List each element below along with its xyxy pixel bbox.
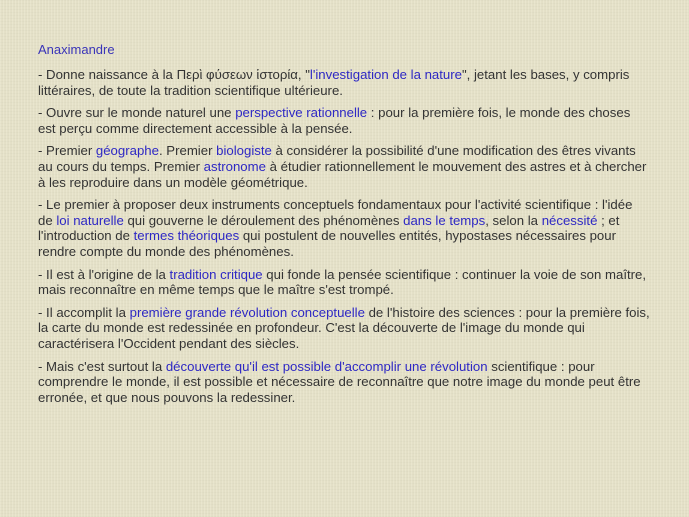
paragraph-text: qui postulent de nouvelles entités, hypostases nécessaires pour rendre compte du monde des phénomènes. [38, 228, 616, 259]
highlighted-term: loi naturelle [56, 212, 124, 228]
paragraph-text: - Donne naissance à la [38, 67, 177, 82]
paragraph-text: - Mais c'est surtout la [38, 358, 166, 374]
paragraph-text: qui gouverne le déroulement des phénomènes [123, 212, 404, 228]
highlighted-term: perspective rationnelle [235, 105, 368, 121]
paragraph-text: à considérer la possibilité d'une modification des êtres vivants au cours du temps. Premier [38, 143, 636, 174]
paragraph-text: qui fonde la pensée scientifique : continuer la voie de son maître, mais reconnaître en même temps que le maître s'est trompé. [38, 266, 647, 298]
paragraph-list [38, 67, 650, 405]
paragraph [38, 305, 650, 352]
paragraph-text: ", jetant les bases, y compris littéraires, de toute la tradition scientifique ultérieure. [38, 67, 630, 98]
paragraph-text: , selon la [485, 212, 542, 228]
highlighted-term: géographe [95, 143, 159, 159]
highlighted-term: termes théoriques [133, 228, 240, 244]
paragraph [38, 359, 650, 406]
highlighted-term: nécessité [541, 212, 598, 228]
paragraph-text: : pour la première fois, le monde des choses est perçu comme directement accessible à la pensée. [38, 105, 631, 136]
highlighted-term: dans le temps [403, 212, 486, 228]
paragraph [38, 143, 650, 190]
slide-content [38, 41, 650, 412]
paragraph-text: - Le premier à proposer deux instruments conceptuels fondamentaux pour l'activité scientifique : l'idée de [38, 197, 633, 228]
highlighted-term: l'investigation de la nature [309, 67, 462, 82]
highlighted-term: tradition critique [169, 266, 263, 282]
paragraph-text: scientifique : pour comprendre le monde, il est possible et nécessaire de reconnaître que notre image du monde peut être erronée, et que nous pouvons la redessiner. [38, 358, 641, 405]
paragraph-text: ; et l'introduction de [38, 212, 620, 244]
paragraph [38, 267, 650, 298]
paragraph-text: - Il est à l'origine de la [38, 266, 170, 282]
slide-title: Anaximandre [38, 42, 115, 57]
highlighted-term: astronome [203, 158, 266, 174]
paragraph-text: Περὶ φύσεων ἱστορία [176, 67, 298, 82]
paragraph-text: - Il accomplit la [38, 304, 130, 320]
paragraph [38, 67, 650, 98]
paragraph [38, 105, 650, 136]
paragraph-text: - Premier [38, 143, 96, 159]
paragraph-text: à étudier rationnellement le mouvement des astres et à chercher à les reproduire dans un modèle géométrique. [38, 158, 647, 190]
paragraph-text: . Premier [158, 143, 217, 159]
paragraph-text: , " [297, 67, 310, 82]
highlighted-term: première grande révolution conceptuelle [129, 304, 365, 320]
highlighted-term: découverte qu'il est possible d'accomplir une révolution [165, 358, 488, 374]
paragraph-text: - Ouvre sur le monde naturel une [38, 105, 236, 121]
paragraph [38, 197, 650, 259]
highlighted-term: biologiste [216, 143, 272, 159]
paragraph-text: de l'histoire des sciences : pour la première fois, la carte du monde est redessinée en profondeur. C'est la découverte de l'image du monde qui caractérisera l'Occident pendant des siècles. [38, 304, 650, 351]
